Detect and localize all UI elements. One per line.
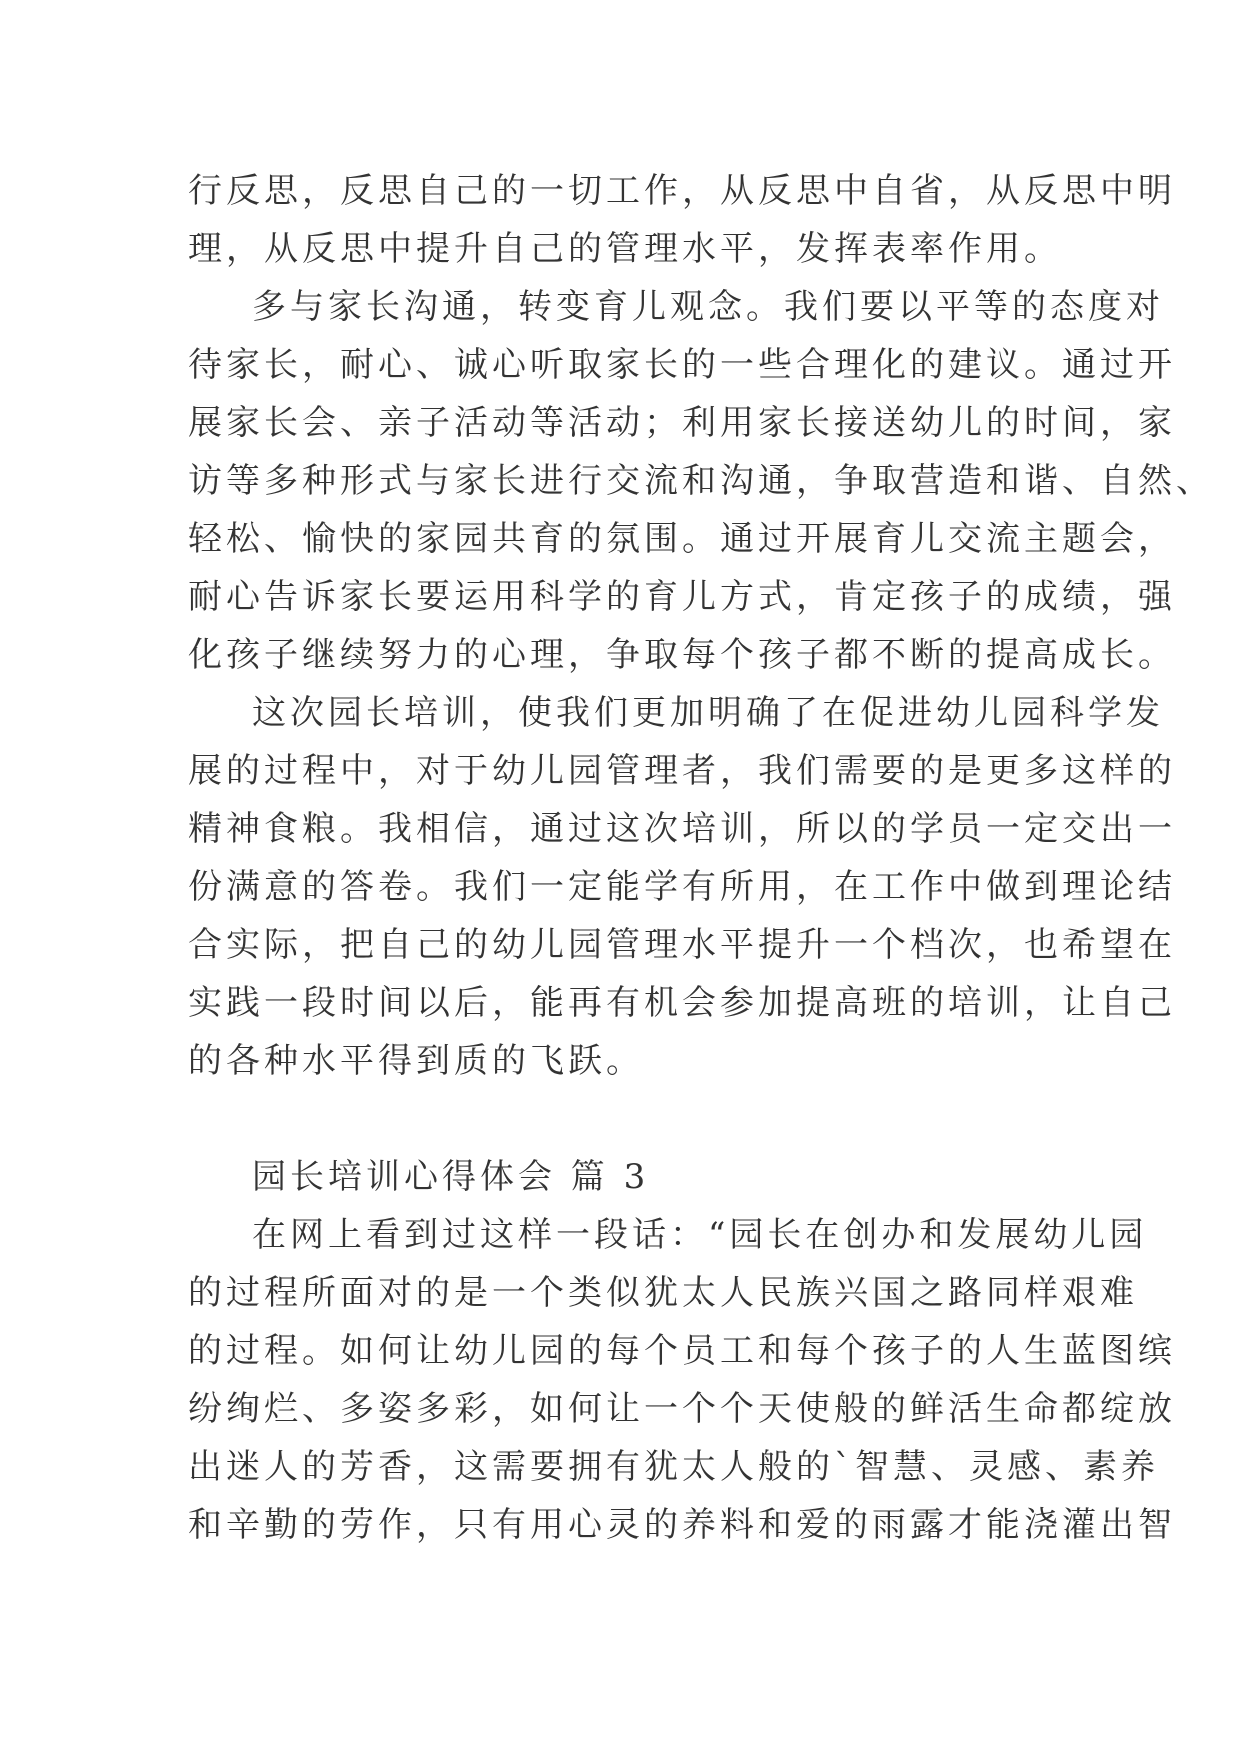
paragraph-start: 这次园长培训，使我们更加明确了在促进幼儿园科学发 <box>252 693 1164 733</box>
text-line: 展的过程中，对于幼儿园管理者，我们需要的是更多这样的 <box>188 751 1176 791</box>
text-line: 的过程。如何让幼儿园的每个员工和每个孩子的人生蓝图缤 <box>188 1331 1176 1371</box>
text-line: 轻松、愉快的家园共育的氛围。通过开展育儿交流主题会， <box>188 519 1176 559</box>
text-line: 的过程所面对的是一个类似犹太人民族兴国之路同样艰难 <box>188 1273 1138 1313</box>
text-line: 化孩子继续努力的心理，争取每个孩子都不断的提高成长。 <box>188 635 1176 675</box>
text-line: 理，从反思中提升自己的管理水平，发挥表率作用。 <box>188 229 1062 269</box>
text-line: 和辛勤的劳作，只有用心灵的养料和爱的雨露才能浇灌出智 <box>188 1505 1176 1545</box>
text-line: 合实际，把自己的幼儿园管理水平提升一个档次，也希望在 <box>188 925 1176 965</box>
section-heading: 园长培训心得体会 篇 3 <box>252 1157 650 1197</box>
document-body <box>188 162 1214 1554</box>
text-line: 精神食粮。我相信，通过这次培训，所以的学员一定交出一 <box>188 809 1176 849</box>
text-line: 实践一段时间以后，能再有机会参加提高班的培训，让自己 <box>188 983 1176 1023</box>
section-gap <box>188 1090 1078 1148</box>
text-line: 行反思，反思自己的一切工作，从反思中自省，从反思中明 <box>188 171 1176 211</box>
text-line: 纷绚烂、多姿多彩，如何让一个个天使般的鲜活生命都绽放 <box>188 1389 1176 1429</box>
paragraph-start: 多与家长沟通，转变育儿观念。我们要以平等的态度对 <box>252 287 1164 327</box>
text-line: 份满意的答卷。我们一定能学有所用，在工作中做到理论结 <box>188 867 1176 907</box>
paragraph-start: 在网上看到过这样一段话：“园长在创办和发展幼儿园 <box>252 1215 1148 1255</box>
text-line: 访等多种形式与家长进行交流和沟通，争取营造和谐、自然、 <box>188 461 1214 501</box>
text-line: 的各种水平得到质的飞跃。 <box>188 1041 644 1081</box>
text-line: 待家长，耐心、诚心听取家长的一些合理化的建议。通过开 <box>188 345 1176 385</box>
text-line: 耐心告诉家长要运用科学的育儿方式，肯定孩子的成绩，强 <box>188 577 1176 617</box>
text-line: 出迷人的芳香，这需要拥有犹太人般的`智慧、灵感、素养 <box>188 1447 1159 1487</box>
text-line: 展家长会、亲子活动等活动；利用家长接送幼儿的时间，家 <box>188 403 1176 443</box>
